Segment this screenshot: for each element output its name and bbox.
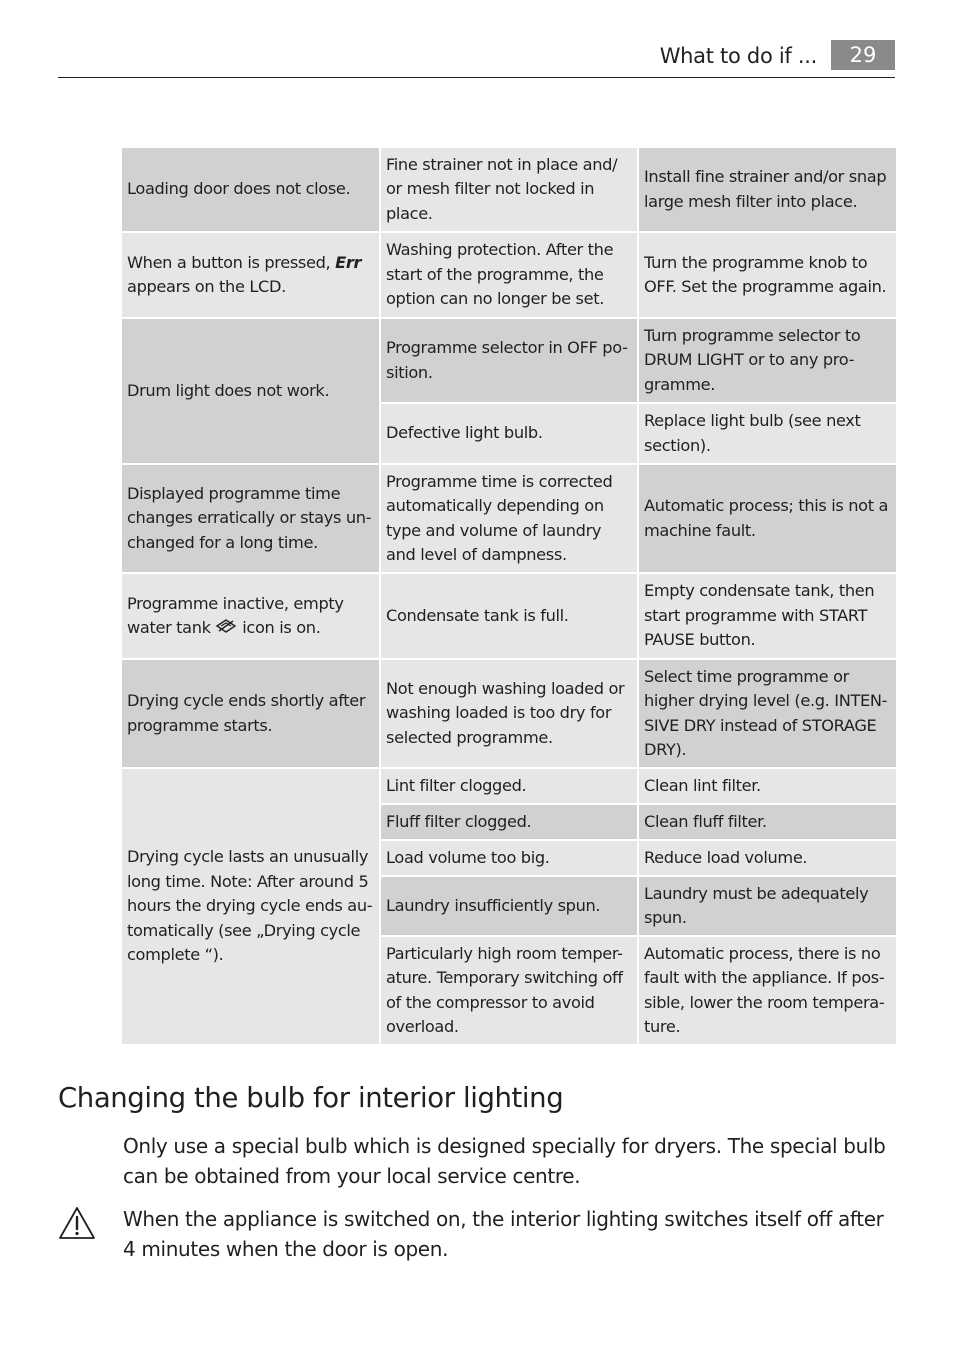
cause-cell: Defective light bulb.	[381, 404, 637, 463]
page-number: 29	[831, 40, 895, 70]
problem-cell: Loading door does not close.	[122, 148, 379, 231]
cause-cell: Lint filter clogged.	[381, 769, 637, 803]
remedy-cell: Clean fluff filter.	[639, 805, 896, 839]
section-heading: Changing the bulb for interior lighting	[58, 1082, 564, 1114]
table-row	[122, 148, 896, 231]
page-header	[58, 40, 895, 78]
problem-cell: Drying cycle lasts an unusually long time. Note: After around 5 hours the drying cycle ends au- tomatically (see „Drying cycle complete “).	[122, 769, 379, 1044]
cause-cell: Fluff filter clogged.	[381, 805, 637, 839]
remedy-cell: Automatic process; this is not a machine fault.	[639, 465, 896, 572]
remedy-cell: Clean lint filter.	[639, 769, 896, 803]
cause-cell: Fine strainer not in place and/ or mesh filter not locked in place.	[381, 148, 637, 231]
remedy-cell: Replace light bulb (see next section).	[639, 404, 896, 463]
problem-cell	[122, 574, 379, 658]
cause-cell: Laundry insufficiently spun.	[381, 877, 637, 935]
section-title: What to do if ...	[659, 44, 817, 68]
troubleshooting-table	[120, 146, 898, 1046]
problem-text: appears on the LCD.	[127, 277, 286, 296]
cause-cell: Programme time is corrected automatically depending on type and volume of laundry and level of dampness.	[381, 465, 637, 572]
problem-text: When a button is pressed,	[127, 252, 336, 272]
table-row	[122, 233, 896, 317]
cause-cell: Not enough washing loaded or washing loaded is too dry for selected programme.	[381, 660, 637, 767]
error-code: Err	[335, 252, 362, 272]
problem-text: icon is on.	[237, 618, 321, 637]
table-row	[122, 319, 896, 402]
cause-cell: Condensate tank is full.	[381, 574, 637, 658]
cause-cell: Washing protection. After the start of the programme, the option can no longer be set.	[381, 233, 637, 317]
cause-cell: Programme selector in OFF po- sition.	[381, 319, 637, 402]
table-row	[122, 660, 896, 767]
remedy-cell: Install fine strainer and/or snap large mesh filter into place.	[639, 148, 896, 231]
remedy-cell: Turn programme selector to DRUM LIGHT or to any pro- gramme.	[639, 319, 896, 402]
table-row	[122, 574, 896, 658]
remedy-cell: Empty condensate tank, then start programme with START PAUSE button.	[639, 574, 896, 658]
remedy-cell: Reduce load volume.	[639, 841, 896, 875]
remedy-cell: Turn the programme knob to OFF. Set the programme again.	[639, 233, 896, 317]
water-tank-icon	[215, 617, 237, 635]
instruction-paragraph: Only use a special bulb which is designed specially for dryers. The special bulb can be obtained from your local service centre.	[123, 1134, 886, 1188]
remedy-cell: Automatic process, there is no fault with the appliance. If pos- sible, lower the room tempera- ture.	[639, 937, 896, 1044]
warning-text: When the appliance is switched on, the interior lighting switches itself off after 4 minutes when the door is open.	[123, 1207, 884, 1261]
problem-cell: Drying cycle ends shortly after programme starts.	[122, 660, 379, 767]
cause-cell: Particularly high room temper- ature. Temporary switching off of the compressor to avoid overload.	[381, 937, 637, 1044]
problem-cell	[122, 233, 379, 317]
problem-cell: Drum light does not work.	[122, 319, 379, 463]
remedy-cell: Select time programme or higher drying level (e.g. INTEN- SIVE DRY instead of STORAGE DRY).	[639, 660, 896, 767]
problem-text: Programme inactive, empty water tank	[127, 593, 344, 637]
warning-triangle-icon	[58, 1206, 96, 1240]
problem-cell: Displayed programme time changes erratically or stays un- changed for a long time.	[122, 465, 379, 572]
remedy-cell: Laundry must be adequately spun.	[639, 877, 896, 935]
cause-cell: Load volume too big.	[381, 841, 637, 875]
table-row	[122, 769, 896, 803]
table-row	[122, 465, 896, 572]
